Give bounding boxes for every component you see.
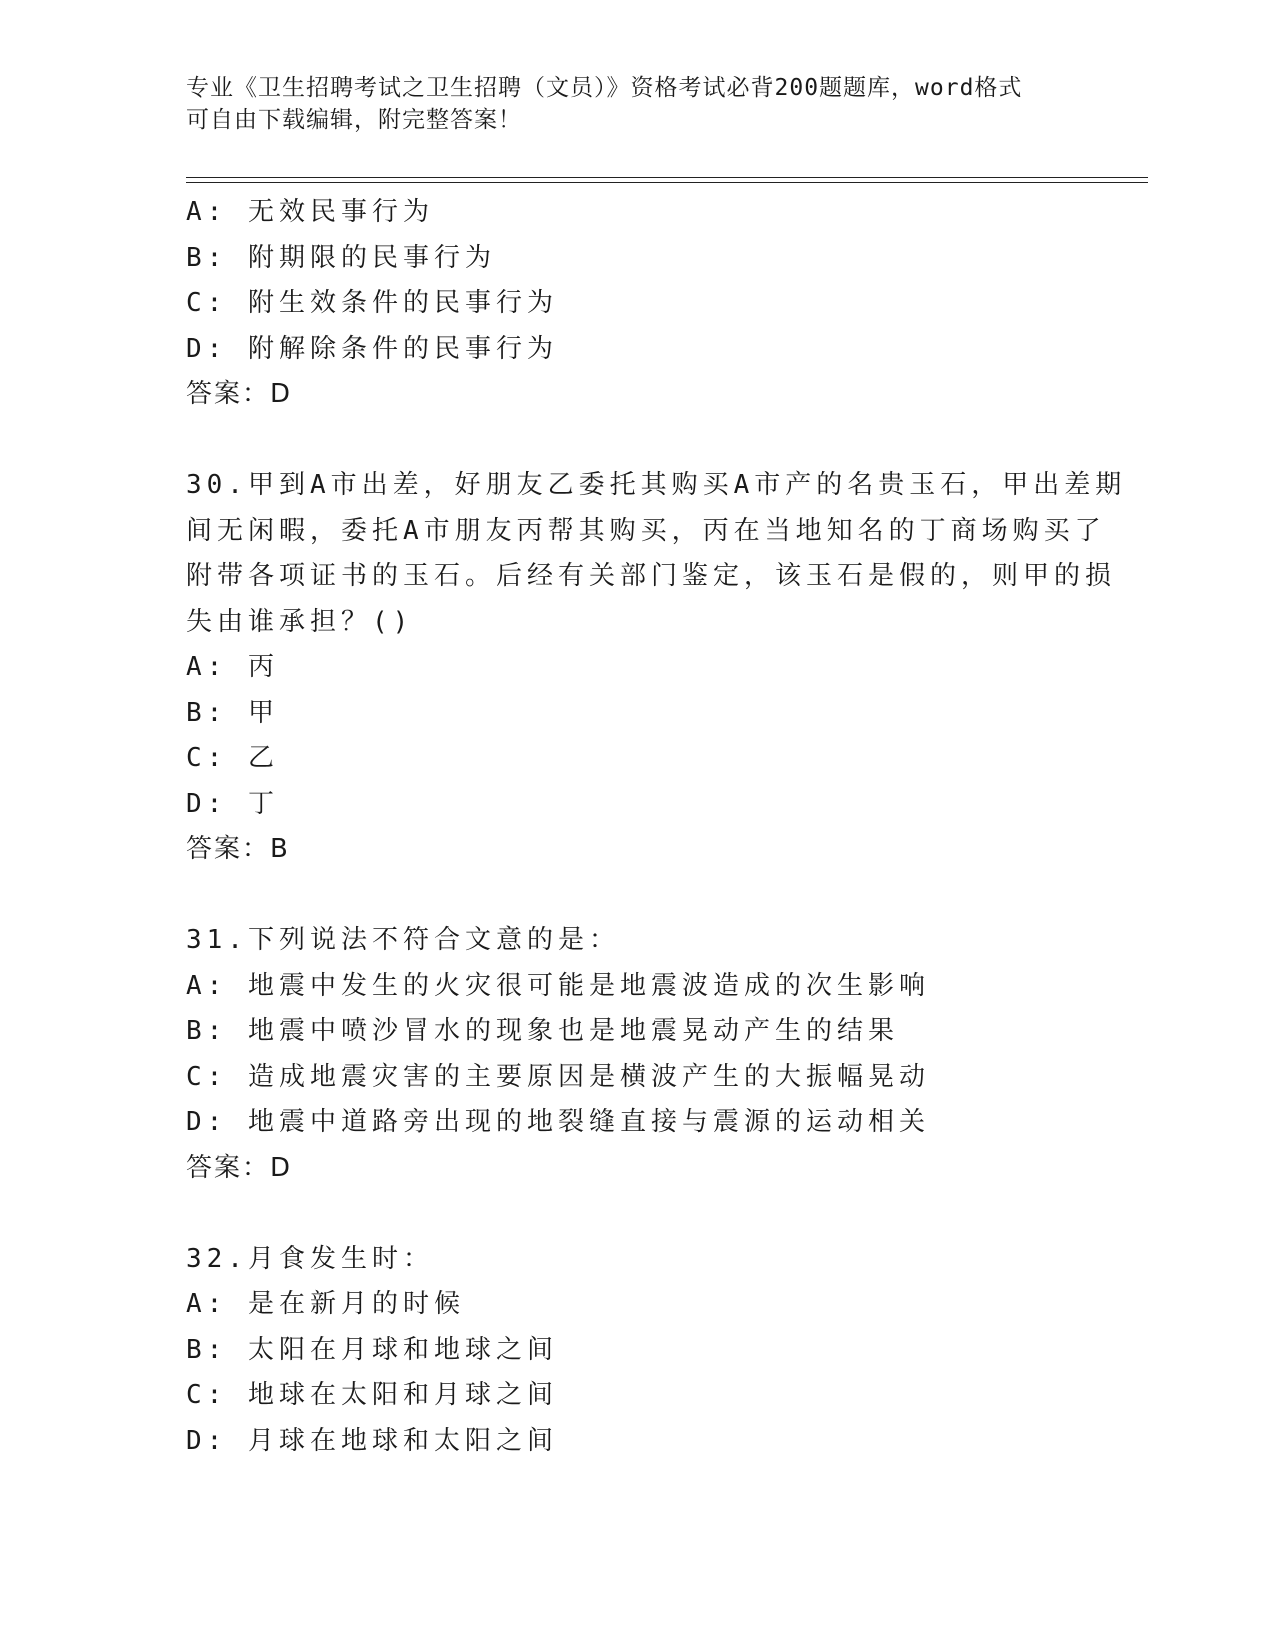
option-b: B: 甲 xyxy=(186,697,279,728)
header-rule-bottom xyxy=(186,182,1148,183)
question-text: 30.甲到A市出差，好朋友乙委托其购买A市产的名贵玉石，甲出差期 xyxy=(186,470,1127,500)
document-header xyxy=(186,72,1066,136)
option-b: B: 附期限的民事行为 xyxy=(186,242,496,273)
question-text: 失由谁承担？() xyxy=(186,606,414,637)
option-d: D: 地震中道路旁出现的地裂缝直接与震源的运动相关 xyxy=(186,1107,930,1137)
question-text: 间无闲暇，委托A市朋友丙帮其购买，丙在当地知名的丁商场购买了 xyxy=(186,515,1106,546)
question-list xyxy=(186,190,1127,1464)
question-text: 附带各项证书的玉石。后经有关部门鉴定，该玉石是假的，则甲的损 xyxy=(186,561,1117,591)
option-a: A: 地震中发生的火灾很可能是地震波造成的次生影响 xyxy=(186,970,930,1001)
question-block-29 xyxy=(186,190,1086,418)
answer-line: 答案：D xyxy=(186,1152,293,1183)
option-a: A: 是在新月的时候 xyxy=(186,1289,465,1319)
header-line-2: 可自由下载编辑，附完整答案！ xyxy=(186,107,522,133)
option-a: A: 丙 xyxy=(186,652,279,682)
question-block-30 xyxy=(186,463,1127,873)
header-rule-top xyxy=(186,177,1148,178)
option-a: A: 无效民事行为 xyxy=(186,197,434,227)
header-line-1: 专业《卫生招聘考试之卫生招聘（文员）》资格考试必背200题题库，word格式 xyxy=(186,75,1023,101)
option-b: B: 地震中喷沙冒水的现象也是地震晃动产生的结果 xyxy=(186,1016,899,1046)
option-c: C: 乙 xyxy=(186,743,279,773)
option-c: C: 地球在太阳和月球之间 xyxy=(186,1380,558,1410)
option-d: D: 月球在地球和太阳之间 xyxy=(186,1425,558,1456)
option-b: B: 太阳在月球和地球之间 xyxy=(186,1334,558,1365)
question-block-31 xyxy=(186,918,1086,1191)
option-c: C: 造成地震灾害的主要原因是横波产生的大振幅晃动 xyxy=(186,1061,930,1092)
question-text: 32.月食发生时： xyxy=(186,1243,434,1274)
answer-line: 答案：B xyxy=(186,834,290,864)
option-d: D: 丁 xyxy=(186,788,279,819)
question-text: 31.下列说法不符合文意的是： xyxy=(186,925,620,955)
option-d: D: 附解除条件的民事行为 xyxy=(186,333,558,364)
option-c: C: 附生效条件的民事行为 xyxy=(186,288,558,318)
answer-line: 答案：D xyxy=(186,379,293,409)
question-block-32 xyxy=(186,1237,1086,1465)
